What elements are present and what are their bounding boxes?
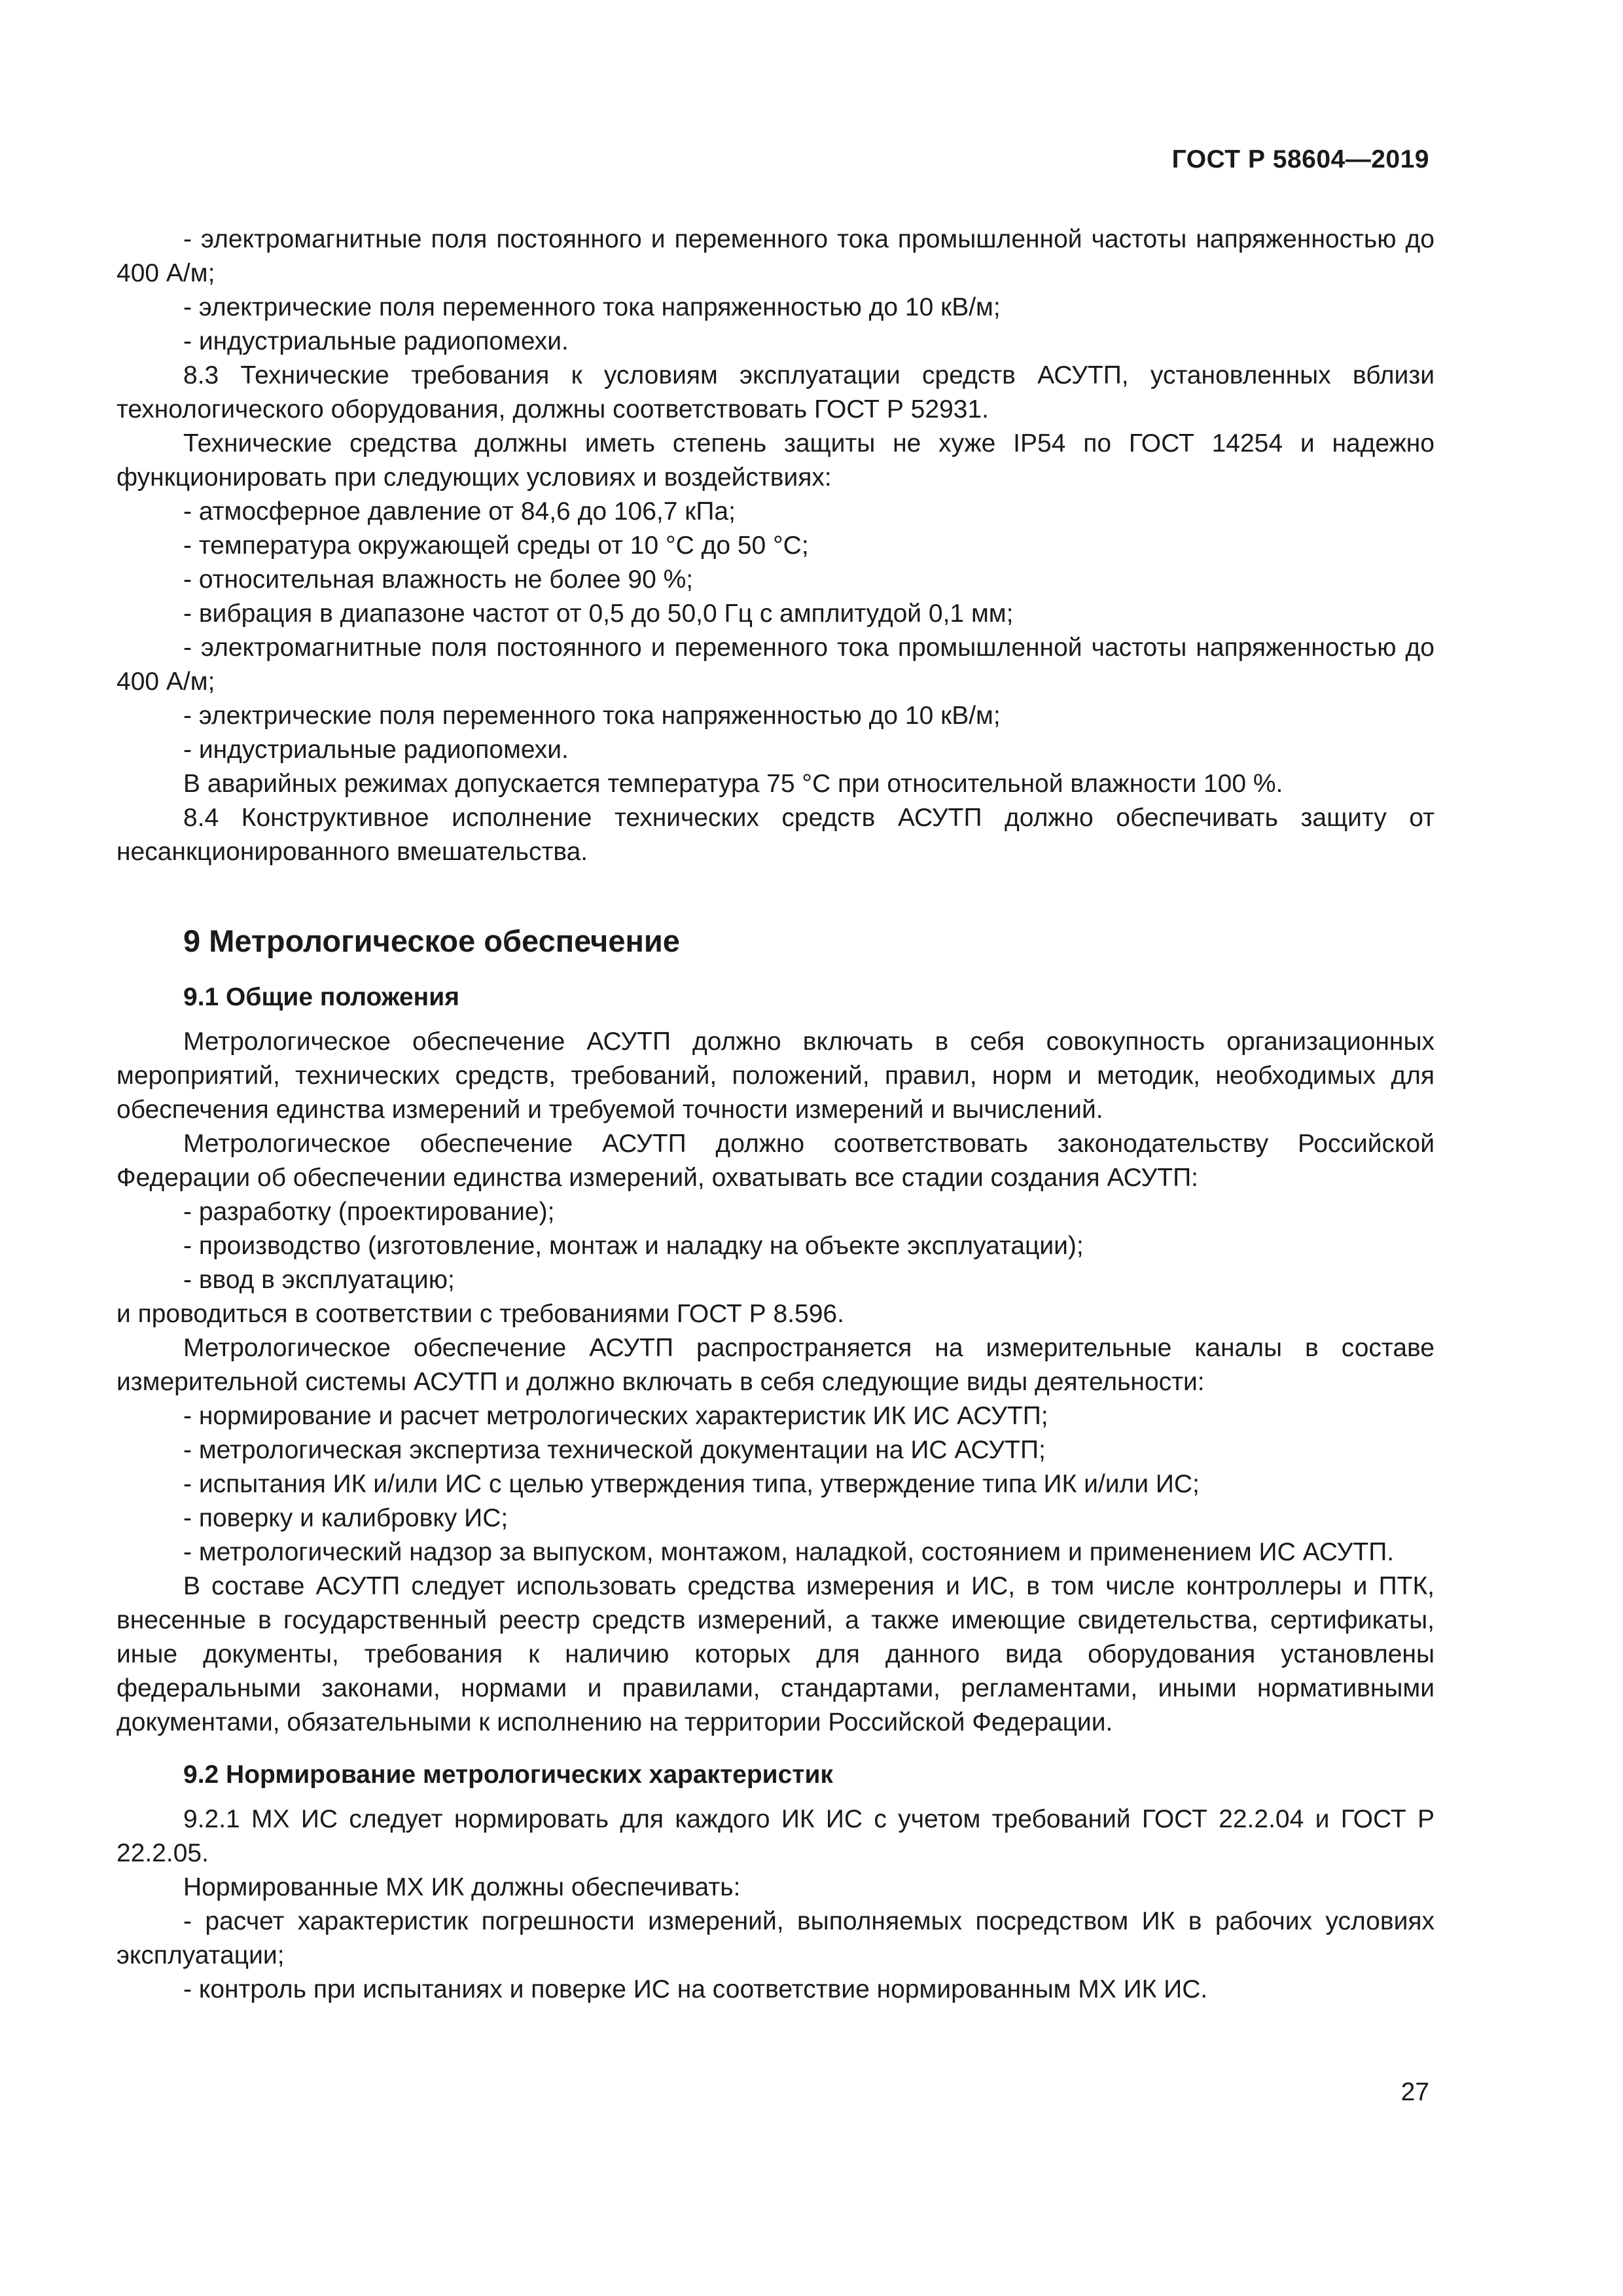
- paragraph: - метрологический надзор за выпуском, монтажом, наладкой, состоянием и применением ИС АСУТП.: [183, 1538, 1395, 1566]
- paragraph: Метрологическое обеспечение АСУТП должно включать в себя совокупность организационных мероприятий, технических средств, требований, положений, правил, норм и методик, необходимых для обеспечения единства измерений и требуемой точности измерений и вычислений.: [116, 1028, 1435, 1124]
- paragraph: Технические средства должны иметь степень защиты не хуже IP54 по ГОСТ 14254 и надежно функционировать при следующих условиях и воздействиях:: [116, 429, 1435, 492]
- paragraph: - атмосферное давление от 84,6 до 106,7 кПа;: [183, 497, 736, 526]
- paragraph: - электромагнитные поля постоянного и переменного тока промышленной частоты напряженностью до 400 А/м;: [116, 225, 1435, 287]
- paragraph: - расчет характеристик погрешности измерений, выполняемых посредством ИК в рабочих условиях эксплуатации;: [116, 1907, 1435, 1969]
- paragraph: - производство (изготовление, монтаж и наладку на объекте эксплуатации);: [183, 1232, 1084, 1260]
- paragraph: - ввод в эксплуатацию;: [183, 1266, 455, 1294]
- paragraph: Метрологическое обеспечение АСУТП распространяется на измерительные каналы в составе измерительной системы АСУТП и должно включать в себя следующие виды деятельности:: [116, 1334, 1435, 1396]
- section-heading: 9 Метрологическое обеспечение: [183, 924, 680, 958]
- paragraph: - электрические поля переменного тока напряженностью до 10 кВ/м;: [183, 702, 1001, 730]
- paragraph: - индустриальные радиопомехи.: [183, 327, 569, 355]
- paragraph: Метрологическое обеспечение АСУТП должно соответствовать законодательству Российской Федерации об обеспечении единства измерений, охватывать все стадии создания АСУТП:: [116, 1130, 1435, 1192]
- paragraph: - поверку и калибровку ИС;: [183, 1504, 508, 1532]
- paragraph: 8.4 Конструктивное исполнение технических средств АСУТП должно обеспечивать защиту от несанкционированного вмешательства.: [116, 804, 1435, 866]
- paragraph: - электромагнитные поля постоянного и переменного тока промышленной частоты напряженностью до 400 А/м;: [116, 634, 1435, 696]
- paragraph: - разработку (проектирование);: [183, 1198, 555, 1226]
- paragraph: 9.2.1 МХ ИС следует нормировать для каждого ИК ИС с учетом требований ГОСТ 22.2.04 и ГОСТ Р 22.2.05.: [116, 1805, 1435, 1867]
- subsection-heading: 9.1 Общие положения: [183, 983, 459, 1011]
- paragraph: Нормированные МХ ИК должны обеспечивать:: [183, 1873, 741, 1901]
- paragraph: - испытания ИК и/или ИС с целью утверждения типа, утверждение типа ИК и/или ИС;: [183, 1470, 1200, 1498]
- paragraph: 8.3 Технические требования к условиям эксплуатации средств АСУТП, установленных вблизи технологического оборудования, должны соответствовать ГОСТ Р 52931.: [116, 361, 1435, 423]
- paragraph: В составе АСУТП следует использовать средства измерения и ИС, в том числе контроллеры и ПТК, внесенные в государственный реестр средств измерений, а также имеющие свидетельства, сертификаты, иные документы, требования к наличию которых для данного вида оборудования установлены федеральными законами, нормами и правилами, стандартами, регламентами, иными нормативными документами, обязательными к исполнению на территории Российской Федерации.: [116, 1572, 1435, 1736]
- paragraph: - индустриальные радиопомехи.: [183, 736, 569, 764]
- paragraph: - контроль при испытаниях и поверке ИС на соответствие нормированным МХ ИК ИС.: [183, 1975, 1208, 2003]
- paragraph: - относительная влажность не более 90 %;: [183, 565, 694, 594]
- document-body: [116, 223, 1435, 2007]
- paragraph: - температура окружающей среды от 10 °С до 50 °С;: [183, 531, 809, 560]
- subsection-heading: 9.2 Нормирование метрологических характеристик: [183, 1761, 833, 1789]
- document-code: ГОСТ Р 58604—2019: [1171, 145, 1429, 173]
- paragraph: - метрологическая экспертиза технической документации на ИС АСУТП;: [183, 1436, 1046, 1464]
- paragraph: и проводиться в соответствии с требованиями ГОСТ Р 8.596.: [116, 1300, 844, 1328]
- paragraph: - электрические поля переменного тока напряженностью до 10 кВ/м;: [183, 293, 1001, 321]
- page-number: 27: [1400, 2078, 1429, 2106]
- paragraph: В аварийных режимах допускается температура 75 °С при относительной влажности 100 %.: [183, 770, 1283, 798]
- paragraph: - нормирование и расчет метрологических характеристик ИК ИС АСУТП;: [183, 1402, 1048, 1430]
- paragraph: - вибрация в диапазоне частот от 0,5 до 50,0 Гц с амплитудой 0,1 мм;: [183, 600, 1014, 628]
